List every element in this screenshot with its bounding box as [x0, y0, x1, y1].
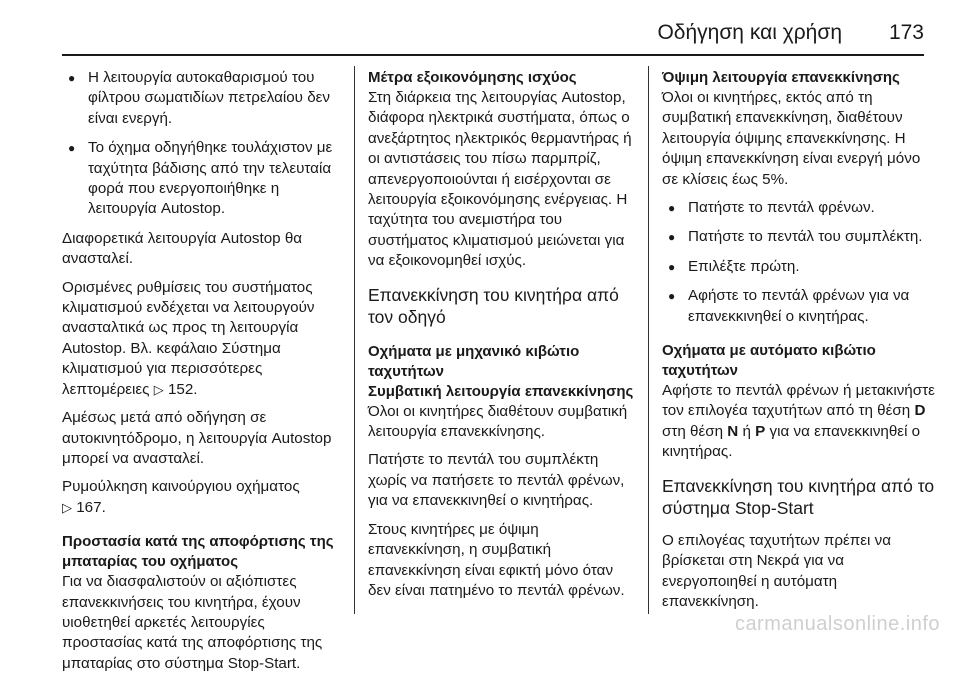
paragraph: Στη διάρκεια της λειτουργίας Autostop, διάφορα ηλεκτρικά συστήματα, όπως ο ανεξάρτητος ηλεκτρικός θερμαντήρας ή οι αντιστάσεις του πίσω παρμπρίζ, απενεργοποιούνται ή εισέρχονται σε λειτουργία εξοικονόμησης ενέργειας. Η ταχύτητα του ανεμιστήρα του συστήματος κλιματισμού μειώνεται για να εξοικονομηθεί ισχύς.	[368, 89, 632, 270]
paragraph: Όλοι οι κινητήρες, εκτός από τη συμβατική επανεκκίνηση, διαθέτουν λειτουργία όψιμης επανεκκίνησης. Η όψιμη επανεκκίνηση είναι ενεργή μόνο σε κλίσεις έως 5%.	[662, 89, 921, 188]
paragraph: Όλοι οι κινητήρες διαθέτουν συμβατική λειτουργία επανεκκίνησης.	[368, 402, 628, 441]
chapter-title: Οδήγηση και χρήση	[657, 21, 842, 44]
paragraph: Πατήστε το πεντάλ του συμπλέκτη χωρίς να πατήσετε το πεντάλ φρένων, για να επανεκκινηθεί ο κινητήρας.	[368, 451, 625, 510]
section-heading: Προστασία κατά της αποφόρτισης της μπαταρίας του οχήματος	[62, 533, 334, 571]
column-divider	[648, 66, 649, 614]
header-rule	[62, 54, 924, 56]
subsection-heading: Συμβατική λειτουργία επανεκκίνησης	[368, 382, 634, 400]
cross-reference-link[interactable]: 167.	[76, 498, 106, 516]
watermark: carmanualsonline.info	[734, 613, 940, 635]
section-heading: Οχήματα με μηχανικό κιβώτιο ταχυτήτων	[368, 342, 580, 380]
paragraph: Ορισμένες ρυθμίσεις του συστήματος κλιματισμού ενδέχεται να λειτουργούν ανασταλτικά ως προς τη λειτουργία Autostop. Βλ. κεφάλαιο Σύστημα κλιματισμού για περισσότερες λεπτομέρειες ▷ 152.	[62, 278, 315, 398]
cross-reference-link[interactable]: 152.	[167, 380, 198, 398]
conditions-list	[62, 68, 342, 220]
section-heading: Οχήματα με αυτόματο κιβώτιο ταχυτήτων	[662, 342, 876, 380]
list-item: ● Πατήστε το πεντάλ φρένων.	[662, 198, 937, 218]
section-heading: Όψιμη λειτουργία επανεκκίνησης	[662, 69, 900, 86]
paragraph: Για να διασφαλιστούν οι αξιόπιστες επανεκκινήσεις του κινητήρα, έχουν υιοθετηθεί αρκετές λειτουργίες προστασίας κατά της αποφόρτισης της μπαταρίας στο σύστημα Stop-Start.	[62, 573, 323, 672]
paragraph: Αφήστε το πεντάλ φρένων ή μετακινήστε τον επιλογέα ταχυτήτων από τη θέση D στη θέση N ή P για να επανεκκινηθεί ο κινητήρας.	[662, 382, 935, 461]
paragraph: Αμέσως μετά από οδήγηση σε αυτοκινητόδρομο, η λειτουργία Autostop μπορεί να ανασταλεί.	[62, 409, 332, 467]
column-2	[368, 68, 638, 609]
section-title: Επανεκκίνηση του κινητήρα από τον οδηγό	[368, 284, 619, 327]
list-item: ● Αφήστε το πεντάλ φρένων για να επανεκκινηθεί ο κινητήρας.	[662, 286, 937, 327]
column-divider	[354, 66, 355, 614]
section-heading: Μέτρα εξοικονόμησης ισχύος	[368, 69, 577, 86]
list-item: ● Πατήστε το πεντάλ του συμπλέκτη.	[662, 227, 937, 247]
paragraph: Ρυμούλκηση καινούργιου οχήματος ▷ 167.	[62, 478, 300, 516]
paragraph: Ο επιλογέας ταχυτήτων πρέπει να βρίσκεται στη Νεκρά για να ενεργοποιηθεί η αυτόματη επανεκκίνηση.	[662, 531, 891, 610]
paragraph: Στους κινητήρες με όψιμη επανεκκίνηση, η συμβατική επανεκκίνηση είναι εφικτή μόνο όταν δεν είναι πατημένο το πεντάλ φρένων.	[368, 520, 625, 599]
page-number: 173	[888, 21, 924, 44]
page-header	[62, 0, 924, 56]
page-ref-icon: ▷	[62, 499, 72, 515]
section-title: Επανεκκίνηση του κινητήρα από το σύστημα Stop-Start	[662, 475, 935, 518]
paragraph: Διαφορετικά λειτουργία Autostop θα ανασταλεί.	[62, 229, 303, 268]
steps-list	[662, 198, 937, 327]
page-ref-icon: ▷	[153, 381, 164, 397]
column-1	[62, 68, 342, 682]
list-item: ● Η λειτουργία αυτοκαθαρισμού του φίλτρου σωματιδίων πετρελαίου δεν είναι ενεργή.	[62, 68, 342, 129]
list-item: ● Το όχημα οδηγήθηκε τουλάχιστον με ταχύτητα βάδισης από την τελευταία φορά που ενεργοποιήθηκε η λειτουργία Autostop.	[62, 138, 342, 220]
column-3	[662, 68, 937, 620]
list-item: ● Επιλέξτε πρώτη.	[662, 257, 937, 277]
